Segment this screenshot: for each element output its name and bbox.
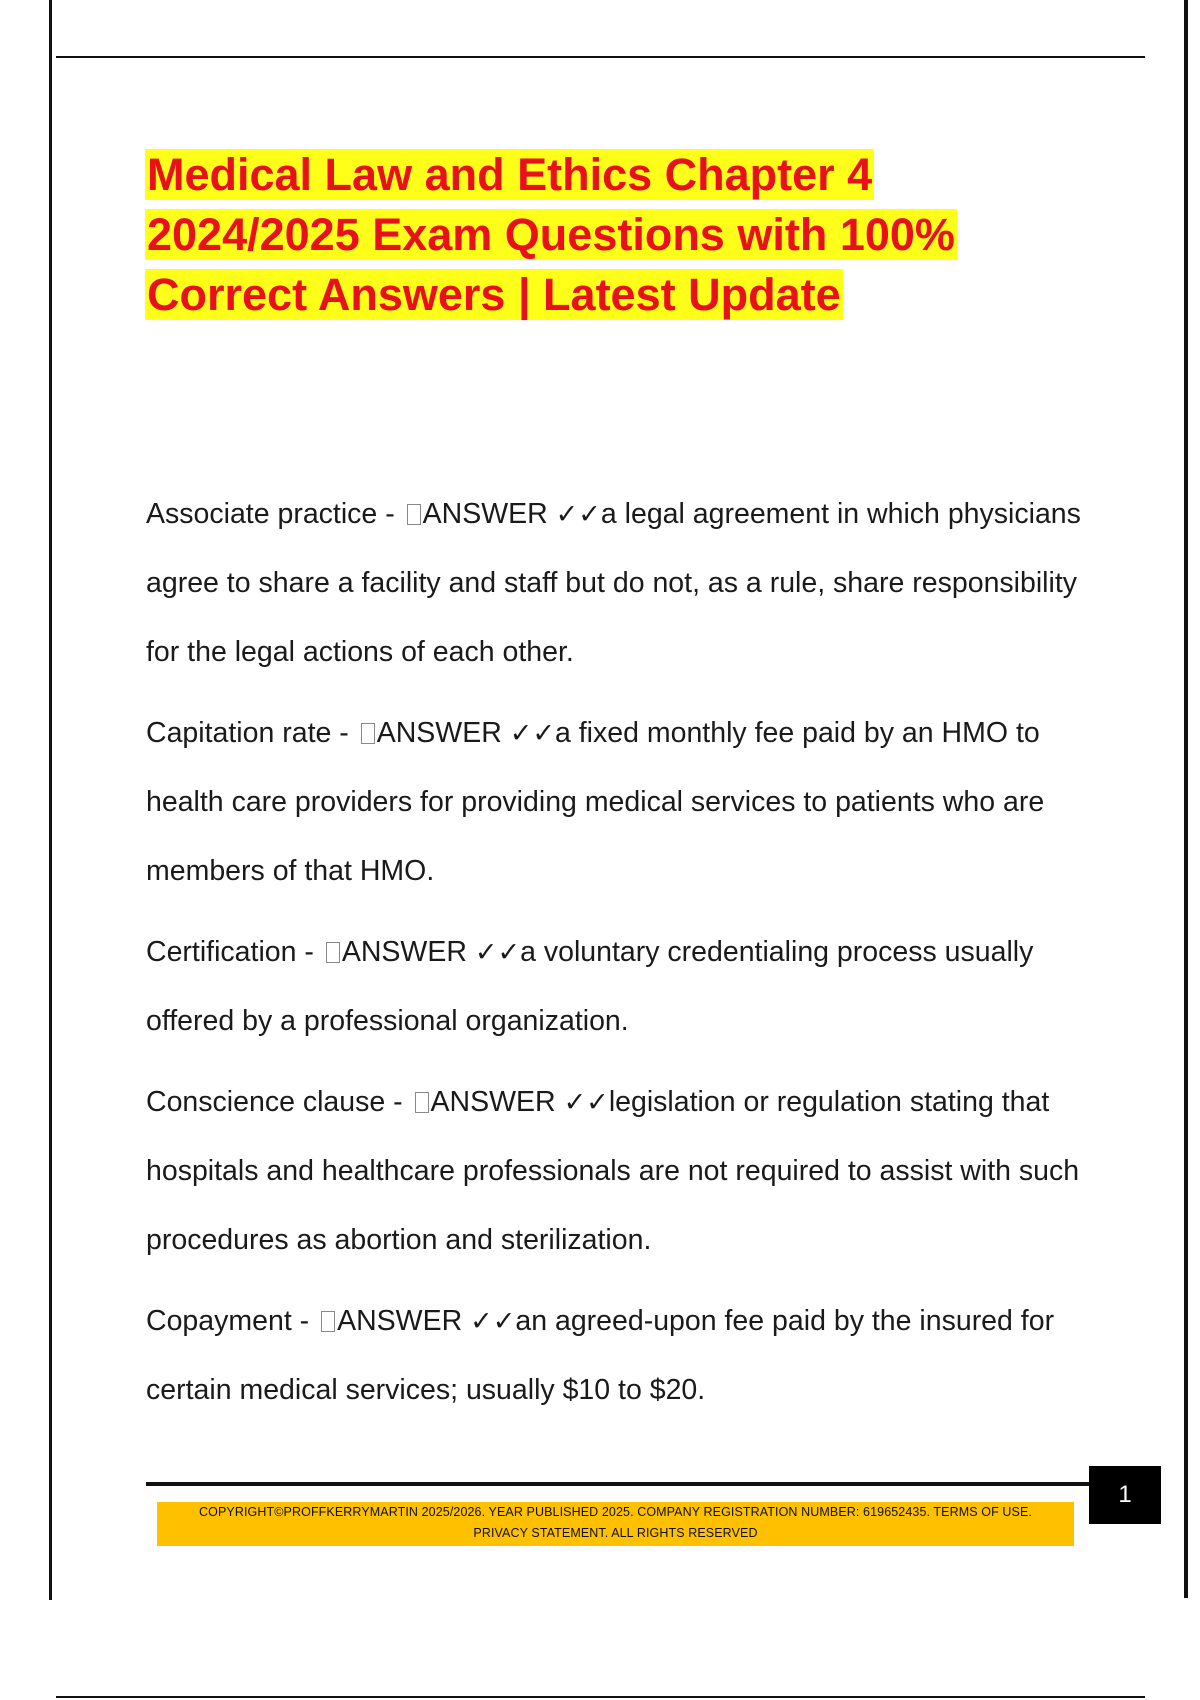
missing-glyph-icon bbox=[361, 723, 375, 744]
copyright-banner bbox=[157, 1502, 1074, 1546]
page-right-border bbox=[1184, 0, 1188, 1598]
entry-term: Copayment - bbox=[146, 1305, 318, 1337]
missing-glyph-icon bbox=[326, 942, 340, 963]
title-line-2: 2024/2025 Exam Questions with 100% bbox=[147, 209, 955, 260]
copyright-line-1: COPYRIGHT©PROFFKERRYMARTIN 2025/2026. YEAR PUBLISHED 2025. COMPANY REGISTRATION NUMBER: 619652435. TERMS OF USE. bbox=[199, 1505, 1032, 1519]
qa-entry-capitation-rate bbox=[146, 699, 1086, 906]
missing-glyph-icon bbox=[415, 1092, 429, 1113]
title-line-1: Medical Law and Ethics Chapter 4 bbox=[147, 149, 873, 200]
entry-term: Associate practice - bbox=[146, 498, 403, 530]
copyright-line-2: PRIVACY STATEMENT. ALL RIGHTS RESERVED bbox=[473, 1526, 758, 1540]
entry-term: Certification - bbox=[146, 936, 322, 968]
title-line-3: Correct Answers | Latest Update bbox=[147, 269, 841, 320]
qa-entry-certification bbox=[146, 918, 1086, 1056]
header-rule bbox=[56, 56, 1145, 58]
missing-glyph-icon bbox=[321, 1311, 335, 1332]
entry-definition: a voluntary credentialing process usually offered by a professional organization. bbox=[146, 936, 1034, 1037]
qa-entry-associate-practice bbox=[146, 480, 1086, 687]
double-check-icon: ✓✓ bbox=[563, 1087, 609, 1118]
entry-answer-label: ANSWER bbox=[376, 717, 510, 749]
page-number: 1 bbox=[1089, 1466, 1161, 1524]
page-left-border bbox=[49, 0, 52, 1600]
qa-entry-copayment bbox=[146, 1287, 1086, 1425]
entry-definition: an agreed-upon fee paid by the insured for certain medical services; usually $10 to $20. bbox=[146, 1305, 1055, 1406]
entry-definition: legislation or regulation stating that hospitals and healthcare professionals are not required to assist with such procedures as abortion and sterilization. bbox=[146, 1086, 1080, 1256]
entry-answer-label: ANSWER bbox=[422, 498, 556, 530]
document-title bbox=[145, 145, 1095, 325]
entry-answer-label: ANSWER bbox=[337, 1305, 471, 1337]
double-check-icon: ✓✓ bbox=[470, 1306, 516, 1337]
double-check-icon: ✓✓ bbox=[555, 499, 601, 530]
missing-glyph-icon bbox=[407, 504, 421, 525]
footer-rule bbox=[146, 1482, 1091, 1486]
entry-term: Conscience clause - bbox=[146, 1086, 411, 1118]
next-page-rule bbox=[56, 1696, 1145, 1698]
entry-answer-label: ANSWER bbox=[341, 936, 475, 968]
entry-definition: a fixed monthly fee paid by an HMO to health care providers for providing medical services to patients who are members of that HMO. bbox=[146, 717, 1045, 887]
qa-entry-conscience-clause bbox=[146, 1068, 1086, 1275]
entry-term: Capitation rate - bbox=[146, 717, 357, 749]
entry-answer-label: ANSWER bbox=[430, 1086, 564, 1118]
double-check-icon: ✓✓ bbox=[474, 937, 521, 968]
qa-list bbox=[146, 480, 1086, 1437]
double-check-icon: ✓✓ bbox=[509, 718, 555, 749]
entry-definition: a legal agreement in which physicians agree to share a facility and staff but do not, as a rule, share responsibility for the legal actions of each other. bbox=[146, 498, 1081, 668]
